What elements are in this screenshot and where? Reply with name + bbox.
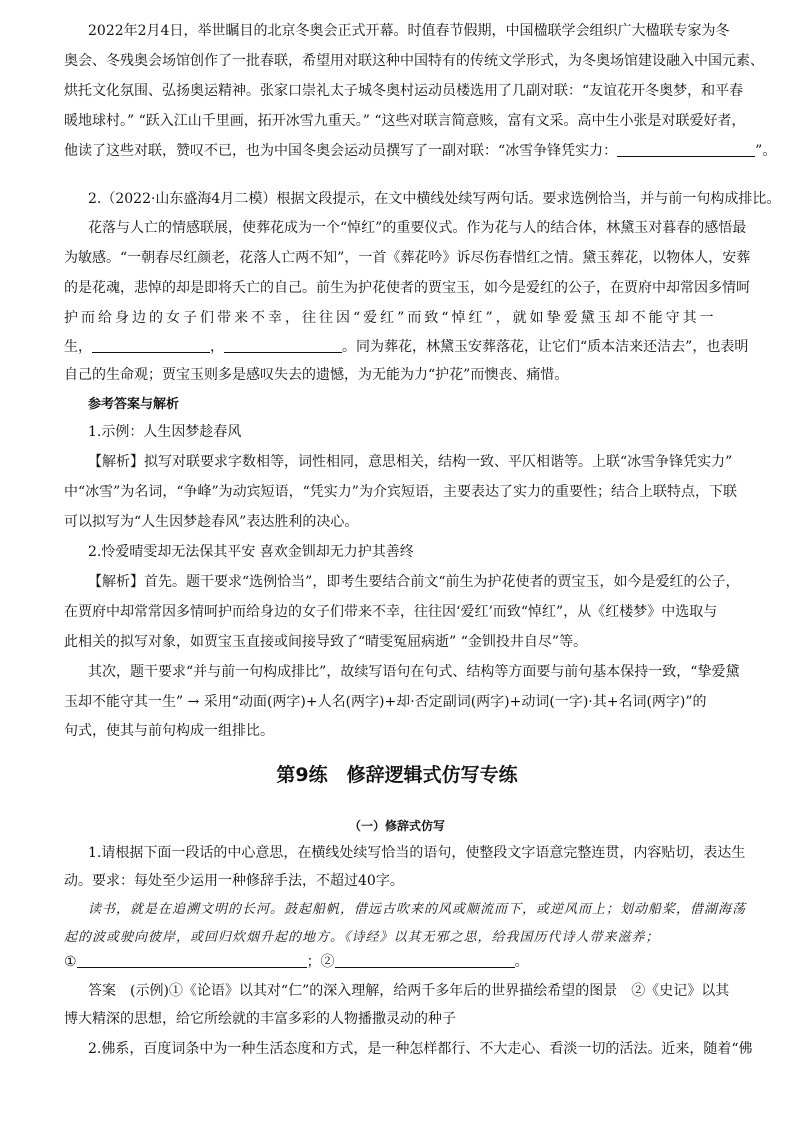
- text-line: [64, 953, 740, 971]
- explanation-line: 【解析】拟写对联要求字数相等，词性相同，意思相关，结构一致、平仄相谐等。上联“冰雪争锋凭实力”: [88, 454, 733, 470]
- explanation-line: 在贾府中却常常因多情呵护而给身边的女子们带来不幸，往往因‘爱红’而致“悼红”，从《红楼梦》中选取与: [64, 604, 718, 620]
- answer-2: 2.怜爱晴雯却无法保其平安 喜欢金钏却无力护其善终: [88, 544, 414, 560]
- answers-heading: 参考答案与解析: [88, 397, 180, 412]
- explanation-line: 此相关的拟写对象，如贾宝玉直接或间接导致了“晴雯冤屈病逝” “金钏投井自尽”等。: [64, 634, 588, 650]
- text-segment: ①: [64, 954, 77, 970]
- text-line: 护而给身边的女子们带来不幸，往往因“爱红”而致“悼红”，就如挚爱黛玉却不能守其一: [64, 310, 717, 326]
- text-line: [64, 142, 777, 160]
- text-line: 2022年2月4日，举世瞩目的北京冬奥会正式开幕。时值春节假期，中国楹联学会组织广大楹联专家为冬: [88, 23, 730, 39]
- answer-line: 博大精深的思想，给它所绘就的丰富多彩的人物播撒灵动的种子: [64, 1011, 456, 1027]
- answer-blank[interactable]: [92, 338, 210, 353]
- answer-1: 1.示例：人生因梦趁春风: [88, 424, 242, 440]
- text-line: [64, 338, 749, 356]
- text-line: 动。要求：每处至少运用一种修辞手法，不超过40字。: [64, 873, 404, 889]
- text-segment: ，: [210, 339, 224, 355]
- answer-blank[interactable]: [224, 338, 342, 353]
- text-segment: 。同为葬花，林黛玉安葬落花，让它们“质本洁来还洁去”，也表明: [342, 339, 749, 355]
- answer-blank[interactable]: [77, 953, 307, 968]
- text-segment: ”。: [755, 143, 777, 159]
- text-line: 花落与人亡的情感联展，使葬花成为一个“悼红”的重要仪式。作为花与人的结合体，林黛玉对暮春的感悟最: [88, 220, 747, 236]
- text-segment: ；②: [306, 954, 335, 970]
- text-line: 自己的生命观；贾宝玉则多是感叹失去的遗憾，为无能为力“护花”而懊丧、痛惜。: [64, 367, 569, 383]
- explanation-line: 玉却不能守其一生” → 采用“动面(两字)+人名(两字)+却·否定副词(两字)+动词(一字)·其+名词(两字)”的: [64, 694, 707, 710]
- text-line: 烘托文化氛围、弘扬奥运精神。张家口崇礼太子城冬奥村运动员楼选用了几副对联：“友谊花开冬奥梦，和平春: [64, 83, 744, 99]
- text-line: 奥会、冬残奥会场馆创作了一批春联，希望用对联这种中国特有的传统文学形式，为冬奥场馆建设融入中国元素、: [64, 53, 764, 69]
- question-1: 1.请根据下面一段话的中心意思，在横线处续写恰当的语句，使整段文字语意完整连贯，内容贴切，表达生: [88, 845, 746, 861]
- text-segment: 他读了这些对联，赞叹不已，也为中国冬奥会运动员撰写了一副对联：“冰雪争锋凭实力：: [64, 143, 618, 159]
- text-line: 暖地球村。” “跃入江山千里画，拓开冰雪九重天。” “这些对联言简意赅，富有文采。高中生小张是对联爱好者，: [64, 113, 746, 129]
- explanation-line: 可以拟写为“人生因梦趁春风”表达胜利的决心。: [64, 514, 359, 530]
- answer-blank[interactable]: [617, 142, 755, 157]
- passage-line: 读书，就是在追溯文明的长河。鼓起船帆，借远古吹来的风或顺流而下，或逆风而上；划动船桨，借湖海荡: [88, 902, 747, 917]
- section-subtitle: （一）修辞式仿写: [348, 819, 445, 833]
- question-2: 2.（2022·山东盛海4月二模）根据文段提示，在文中横线处续写两句话。要求选例恰当，并与前一句构成排比。: [88, 191, 781, 207]
- question-2b: 2.佛系，百度词条中为一种生活态度和方式，是一种怎样都行、不大走心、看淡一切的活法。近来，随着“佛: [88, 1041, 753, 1057]
- explanation-line: 【解析】首先。题干要求“选例恰当”，即考生要结合前文“前生为护花使者的贾宝玉，如今是爱红的公子，: [88, 574, 740, 590]
- explanation-line: 其次，题干要求“并与前一句构成排比”，故续写语句在句式、结构等方面要与前句基本保持一致，“挚爱黛: [88, 664, 740, 680]
- text-segment: 生，: [64, 339, 92, 355]
- explanation-line: 句式，使其与前句构成一组排比。: [64, 723, 274, 739]
- passage-line: 起的波或驶向彼岸，或回归炊烟升起的地方。《诗经》以其无邪之思，给我国历代诗人带来滋养；: [64, 930, 660, 945]
- answer-blank[interactable]: [335, 953, 515, 968]
- answer-line: 答案 (示例)①《论语》以其对“仁”的深入理解，给两千多年后的世界描绘希望的图景 ②《史记》以其: [88, 983, 730, 999]
- explanation-line: 中“冰雪”为名词，“争峰”为动宾短语，“凭实力”为介宾短语，主要表达了实力的重要性；结合上联特点，下联: [64, 484, 737, 500]
- text-segment: 。: [514, 954, 529, 970]
- text-line: 为敏感。“一朝春尽红颜老，花落人亡两不知”，一首《葬花吟》诉尽伤春惜红之情。黛玉葬花，以物体人，安葬: [64, 250, 751, 266]
- section-title: 第9练 修辞逻辑式仿写专练: [276, 764, 518, 786]
- text-line: 的是花魂，悲悼的却是即将夭亡的自己。前生为护花使者的贾宝玉，如今是爱红的公子，在贾府中却常因多情呵: [64, 280, 750, 296]
